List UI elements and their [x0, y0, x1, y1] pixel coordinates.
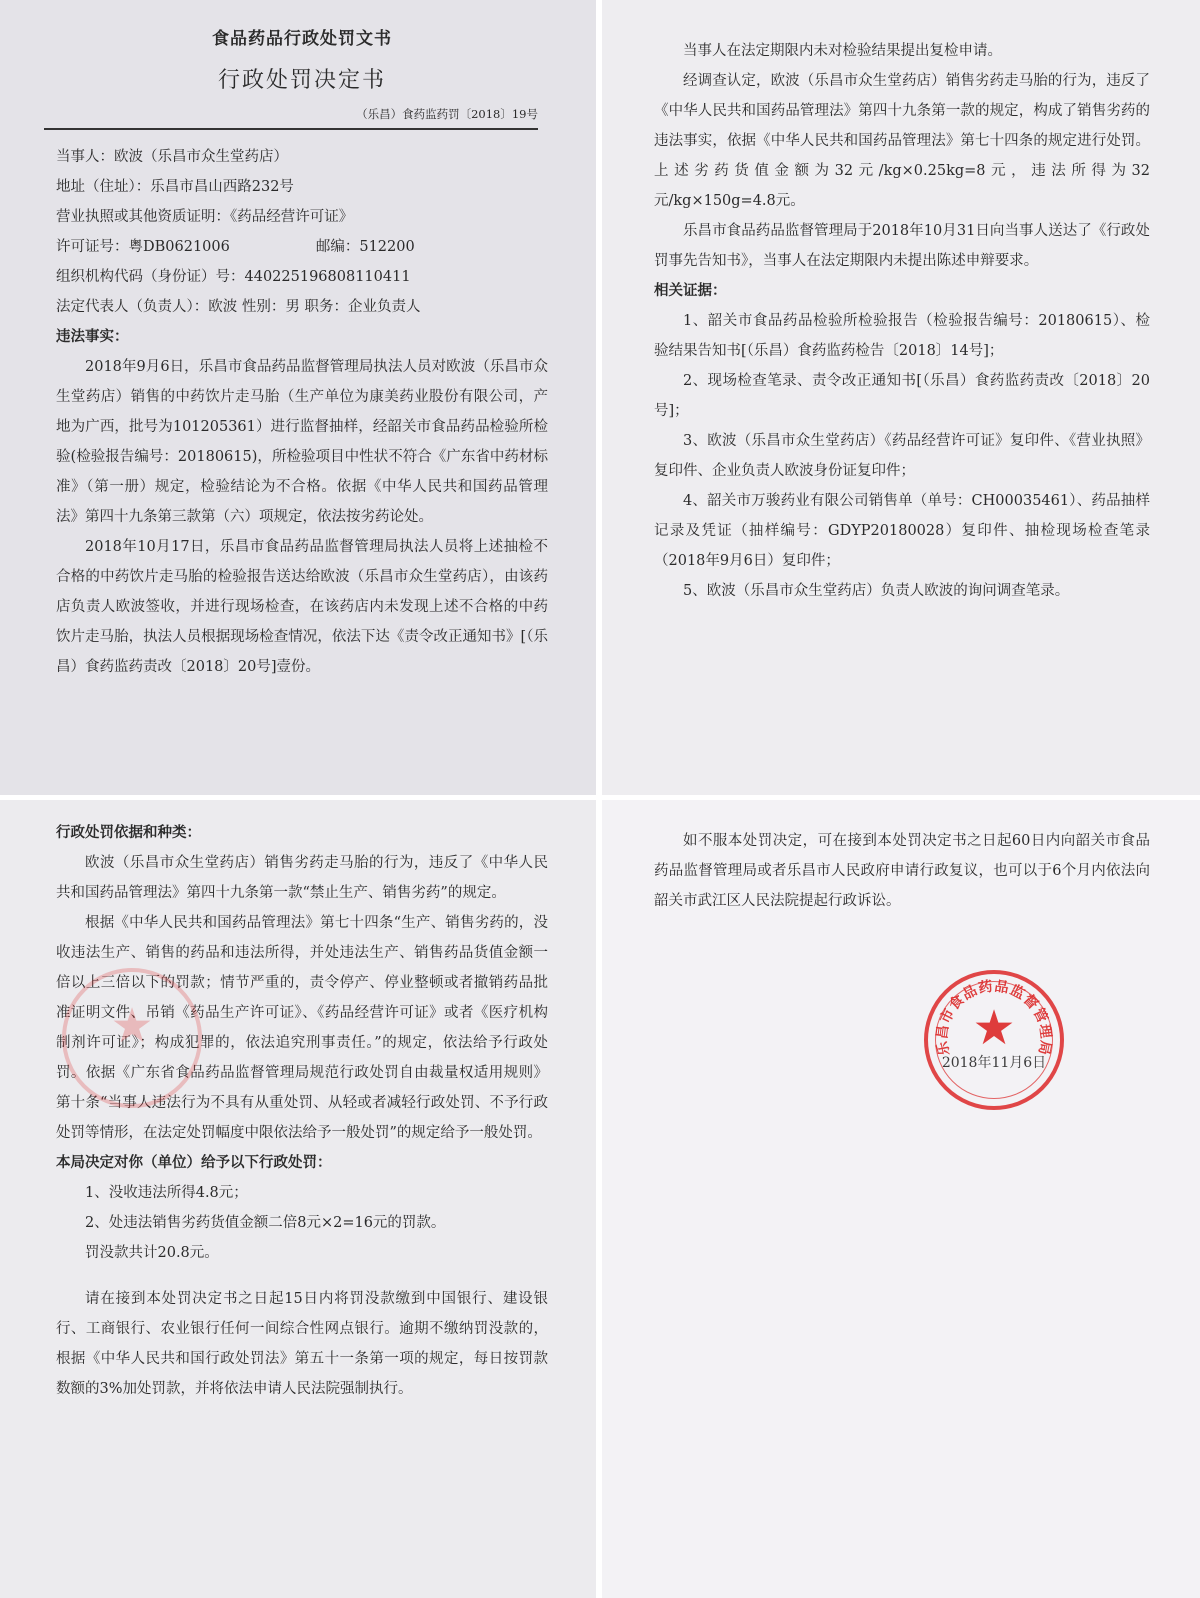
evidence-item: 3、欧波（乐昌市众生堂药店）《药品经营许可证》复印件、《营业执照》复印件、企业负责人欧波身份证复印件；: [654, 433, 1150, 479]
document-type: 食品药品行政处罚文书: [212, 29, 392, 49]
facts-heading: 违法事实：: [56, 328, 129, 345]
postcode: 邮编：512200: [315, 239, 415, 255]
decision-item: 2、处违法销售劣药货值金额二倍8元×2=16元的罚款。: [85, 1215, 446, 1231]
seal-date: 2018年11月6日: [941, 1055, 1047, 1071]
document-title: 行政处罚决定书: [217, 68, 386, 93]
license-number: 许可证号：粤DB0621006: [56, 239, 230, 255]
facts-paragraph-1: 2018年9月6日，乐昌市食品药品监督管理局执法人员对欧波（乐昌市众生堂药店）销售的中药饮片走马胎（生产单位为康美药业股份有限公司，产地为广西，批号为101205361）进行监督抽样，经韶关市食品药品检验所检验(检验报告编号：20180615)，所检验项目中性状不符合《广东省中药材标准》（第一册）规定，检验结论为不合格。依据《中华人民共和国药品管理法》第四十九条第三款第（六）项规定，依法按劣药论处。: [56, 359, 548, 525]
facts-paragraph-2: 2018年10月17日，乐昌市食品药品监督管理局执法人员将上述抽检不合格的中药饮片走马胎的检验报告送达给欧波（乐昌市众生堂药店），由该药店负责人欧波签收，并进行现场检查，在该药店内未发现上述不合格的中药饮片走马胎，执法人员根据现场检查情况，依法下达《责令改正通知书》[（乐昌）食药监药责改〔2018〕20号]壹份。: [56, 539, 548, 675]
party-line: 当事人：欧波（乐昌市众生堂药店）: [56, 149, 288, 165]
basis-paragraph-1: 欧波（乐昌市众生堂药店）销售劣药走马胎的行为，违反了《中华人民共和国药品管理法》第四十九条第一款“禁止生产、销售劣药”的规定。: [56, 855, 548, 901]
decision-heading: 本局决定对你（单位）给予以下行政处罚：: [56, 1154, 332, 1171]
document-number: （乐昌）食药监药罚〔2018〕19号: [44, 106, 538, 130]
document-page-1: [0, 0, 596, 795]
document-page-3: [0, 800, 596, 1598]
evidence-item: 2、现场检查笔录、责令改正通知书[（乐昌）食药监药责改〔2018〕20号]；: [654, 373, 1150, 419]
official-seal: [924, 970, 1064, 1110]
recheck-paragraph: 当事人在法定期限内未对检验结果提出复检申请。: [683, 43, 1002, 59]
legal-rep-line: 法定代表人（负责人）：欧波 性别：男 职务：企业负责人: [56, 299, 421, 315]
document-page-4: [602, 800, 1200, 1598]
faint-seal-impression: [62, 968, 202, 1108]
document-page-2: [602, 0, 1200, 795]
decision-item: 1、没收违法所得4.8元；: [85, 1185, 248, 1201]
evidence-item: 1、韶关市食品药品检验所检验报告（检验报告编号：20180615）、检验结果告知书[（乐昌）食药监药检告〔2018〕14号]；: [654, 313, 1150, 359]
org-code-line: 组织机构代码（身份证）号：440225196808110411: [56, 269, 411, 285]
seal-text: 乐昌市食品药品监督管理局: [934, 978, 1054, 1057]
license-number-line: [56, 232, 548, 262]
payment-paragraph: 请在接到本处罚决定书之日起15日内将罚没款缴到中国银行、建设银行、工商银行、农业银行任何一间综合性网点银行。逾期不缴纳罚没款的，根据《中华人民共和国行政处罚法》第五十一条第一项的规定，每日按罚款数额的3%加处罚款，并将依法申请人民法院强制执行。: [56, 1291, 548, 1397]
finding-paragraph: 经调查认定，欧波（乐昌市众生堂药店）销售劣药走马胎的行为，违反了《中华人民共和国药品管理法》第四十九条第一款的规定，构成了销售劣药的违法事实，依据《中华人民共和国药品管理法》第七十四条的规定进行处罚。上述劣药货值金额为32元/kg×0.25kg=8元，违法所得为32元/kg×150g=4.8元。: [654, 73, 1150, 209]
star-icon: ★: [972, 1000, 1016, 1056]
appeal-paragraph: 如不服本处罚决定，可在接到本处罚决定书之日起60日内向韶关市食品药品监督管理局或者乐昌市人民政府申请行政复议，也可以于6个月内依法向韶关市武江区人民法院提起行政诉讼。: [654, 833, 1150, 909]
penalty-total: 罚没款共计20.8元。: [85, 1245, 219, 1261]
evidence-item: 4、韶关市万骏药业有限公司销售单（单号：CH00035461）、药品抽样记录及凭证（抽样编号：GDYP20180028）复印件、抽检现场检查笔录（2018年9月6日）复印件；: [654, 493, 1150, 569]
basis-heading: 行政处罚依据和种类：: [56, 824, 201, 841]
star-icon: ★: [110, 998, 154, 1054]
evidence-item: 5、欧波（乐昌市众生堂药店）负责人欧波的询问调查笔录。: [683, 583, 1070, 599]
evidence-heading: 相关证据：: [654, 282, 727, 299]
address-line: 地址（住址）：乐昌市昌山西路232号: [56, 179, 294, 195]
basis-paragraph-2: 根据《中华人民共和国药品管理法》第七十四条“生产、销售劣药的，没收违法生产、销售的药品和违法所得，并处违法生产、销售药品货值金额一倍以上三倍以下的罚款；情节严重的，责令停产、停业整顿或者撤销药品批准证明文件、吊销《药品生产许可证》、《药品经营许可证》或者《医疗机构制剂许可证》；构成犯罪的，依法追究刑事责任。”的规定，依法给予行政处罚。依据《广东省食品药品监督管理局规范行政处罚自由裁量权适用规则》第十条“当事人违法行为不具有从重处罚、从轻或者减轻行政处罚、不予行政处罚等情形，在法定处罚幅度中限依法给予一般处罚”的规定给予一般处罚。: [56, 915, 548, 1141]
notice-paragraph: 乐昌市食品药品监督管理局于2018年10月31日向当事人送达了《行政处罚事先告知书》，当事人在法定期限内未提出陈述申辩要求。: [654, 223, 1150, 269]
license-document-line: 营业执照或其他资质证明：《药品经营许可证》: [56, 209, 354, 225]
